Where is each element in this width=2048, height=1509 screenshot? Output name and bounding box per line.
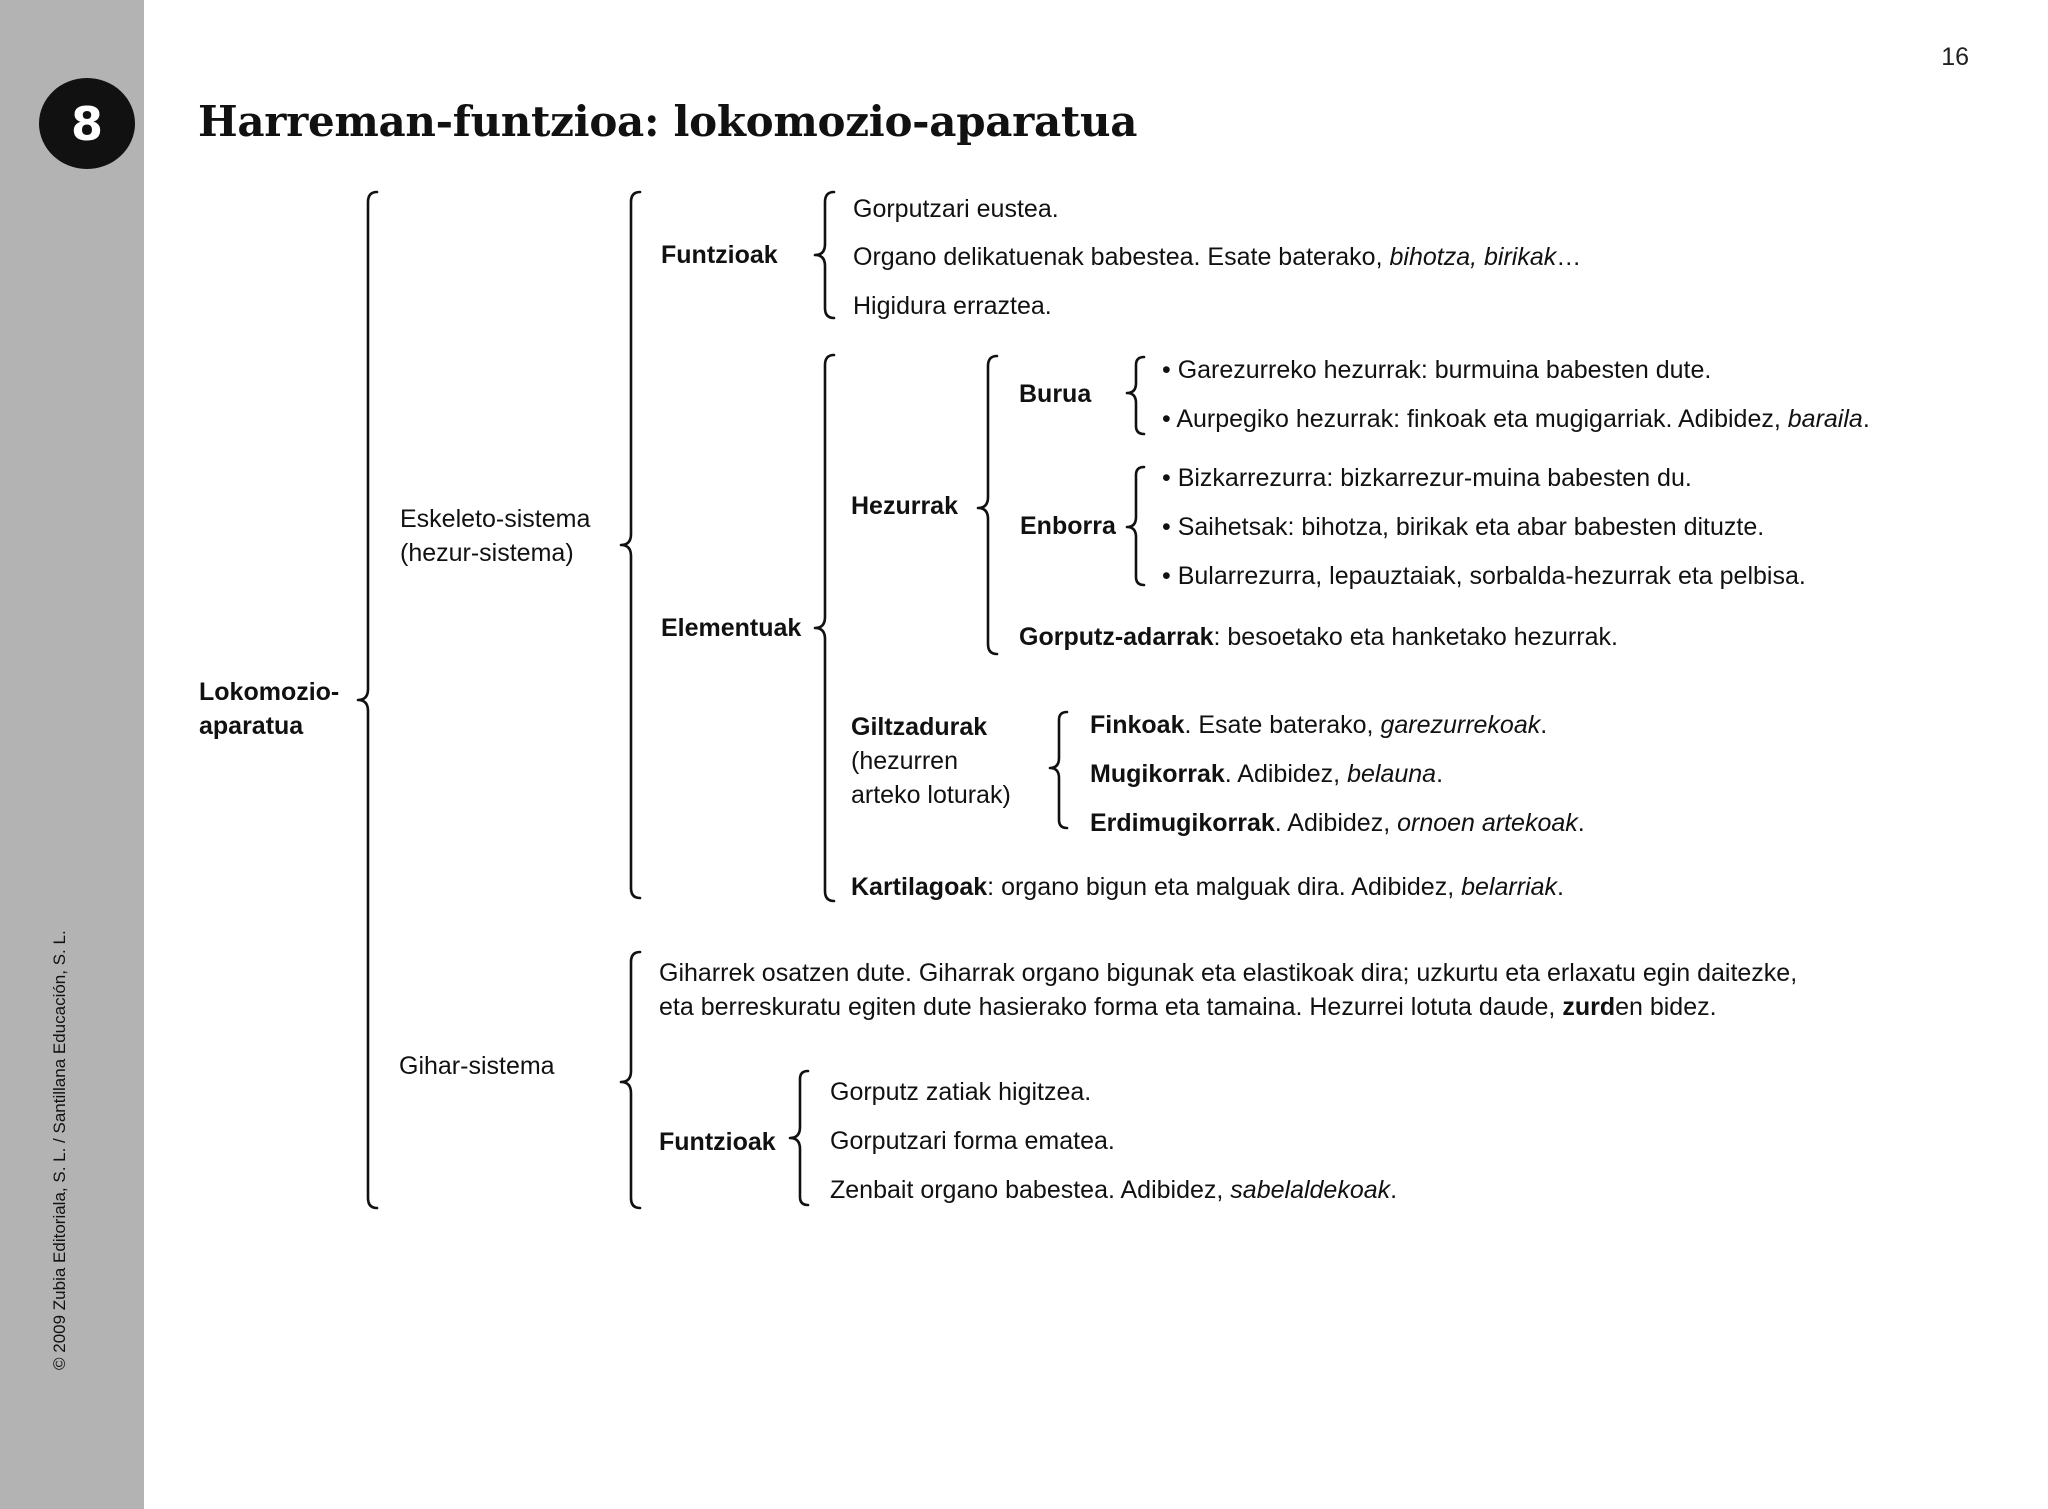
elementuak-label: Elementuak [661, 614, 802, 642]
gihar-label: Gihar-sistema [399, 1052, 555, 1080]
giltzadurak-label-line3: arteko loturak) [851, 781, 1011, 809]
giltzadurak-label-line2: (hezurren [851, 747, 958, 775]
brace-eskeleto-funtzioak [815, 192, 834, 318]
brace-burua [1127, 357, 1144, 434]
kartilagoak-line: Kartilagoak: organo bigun eta malguak dira. Adibidez, belarriak. [851, 873, 1564, 901]
brace-gihar [621, 952, 640, 1208]
brace-gihar-funtzioak [790, 1071, 808, 1205]
eskeleto-funtzioak-item: Gorputzari eustea. [853, 195, 1059, 223]
unit-number-badge: 8 [39, 78, 135, 169]
gihar-desc-line1: Giharrek osatzen dute. Giharrak organo bigunak eta elastikoak dira; uzkurtu eta erlaxatu egin daitezke, [659, 959, 1798, 987]
burua-label: Burua [1019, 380, 1092, 408]
gihar-funtzioak-item: Gorputzari forma ematea. [830, 1127, 1115, 1155]
eskeleto-funtzioak-item: Higidura erraztea. [853, 292, 1052, 320]
giltzadurak-item: Mugikorrak. Adibidez, belauna. [1090, 760, 1444, 788]
brace-elementuak [815, 355, 834, 901]
giltzadurak-label-line1: Giltzadurak [851, 713, 988, 741]
eskeleto-label-line1: Eskeleto-sistema [400, 505, 591, 533]
enborra-item: • Bizkarrezurra: bizkarrezur-muina babesten du. [1162, 464, 1692, 492]
enborra-item: • Bularrezurra, lepauztaiak, sorbalda-hezurrak eta pelbisa. [1162, 562, 1806, 590]
root-label-line2: aparatua [199, 712, 304, 740]
enborra-label: Enborra [1020, 512, 1116, 540]
gihar-funtzioak-item: Gorputz zatiak higitzea. [830, 1078, 1092, 1106]
hezurrak-label: Hezurrak [851, 492, 958, 520]
burua-item: • Aurpegiko hezurrak: finkoak eta mugigarriak. Adibidez, baraila. [1162, 405, 1870, 433]
root-label-line1: Lokomozio- [199, 678, 340, 706]
eskeleto-funtzioak-item: Organo delikatuenak babestea. Esate baterako, bihotza, birikak… [853, 243, 1582, 271]
enborra-item: • Saihetsak: bihotza, birikak eta abar babesten dituzte. [1162, 513, 1765, 541]
eskeleto-funtzioak-label: Funtzioak [661, 241, 778, 269]
page-title: Harreman-funtzioa: lokomozio-aparatua [198, 97, 1138, 146]
burua-item: • Garezurreko hezurrak: burmuina babesten dute. [1162, 356, 1712, 384]
gihar-desc-line2: eta berreskuratu egiten dute hasierako forma eta tamaina. Hezurrei lotuta daude, zurden bidez. [659, 993, 1717, 1021]
gorputz-adarrak-line: Gorputz-adarrak: besoetako eta hanketako hezurrak. [1019, 623, 1618, 651]
brace-eskeleto [621, 192, 640, 898]
eskeleto-label-line2: (hezur-sistema) [400, 539, 574, 567]
copyright-notice: © 2009 Zubia Editoriala, S. L. / Santillana Educación, S. L. [50, 930, 69, 1370]
gihar-funtzioak-item: Zenbait organo babestea. Adibidez, sabelaldekoak. [830, 1176, 1398, 1204]
giltzadurak-item: Finkoak. Esate baterako, garezurrekoak. [1090, 711, 1548, 739]
brace-enborra [1127, 467, 1144, 585]
brace-giltzadurak [1050, 712, 1067, 828]
gihar-funtzioak-label: Funtzioak [659, 1128, 776, 1156]
page-number: 16 [1941, 43, 1969, 71]
brace-root [358, 192, 377, 1208]
brace-hezurrak [978, 356, 997, 654]
giltzadurak-item: Erdimugikorrak. Adibidez, ornoen artekoak. [1090, 809, 1585, 837]
